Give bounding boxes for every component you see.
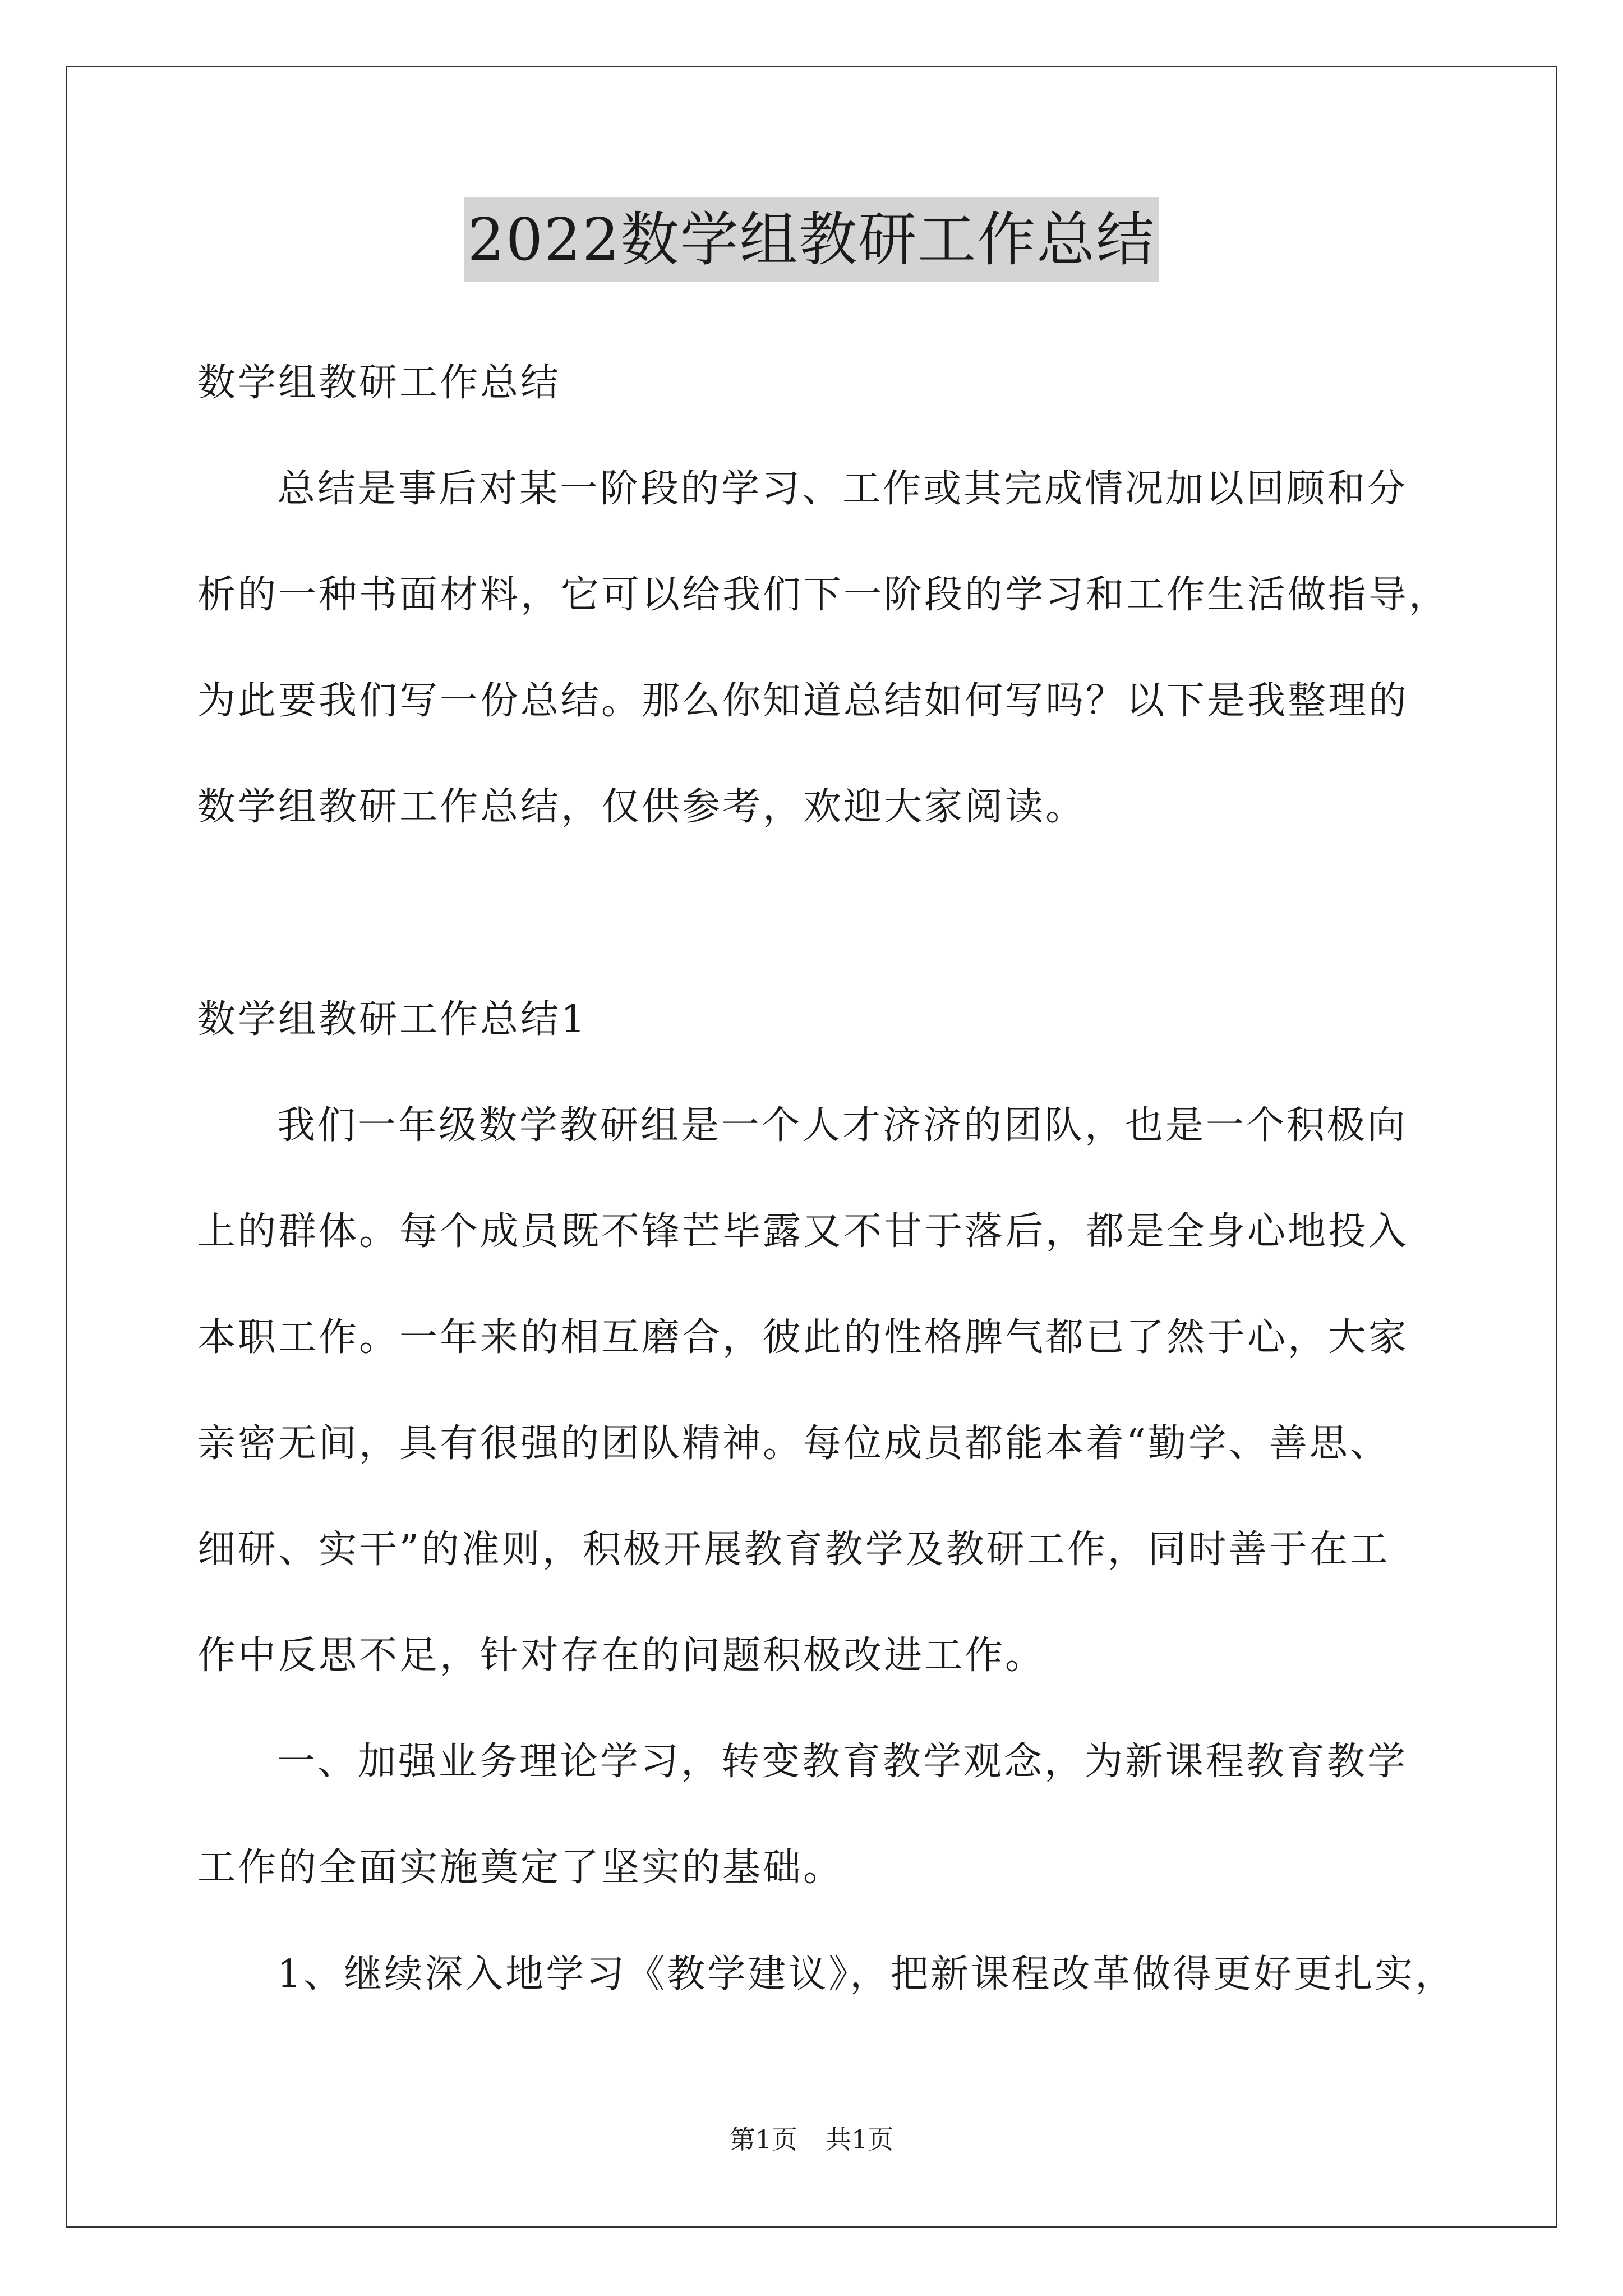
document-subtitle: 数学组教研工作总结 [197, 361, 561, 405]
intro-line-1: 总结是事后对某一阶段的学习、工作或其完成情况加以回顾和分 [277, 467, 1408, 511]
body-line-5: 细研、实干”的准则，积极开展教育教学及教研工作，同时善于在工 [197, 1527, 1390, 1572]
intro-line-2: 析的一种书面材料，它可以给我们下一阶段的学习和工作生活做指导， [197, 573, 1450, 617]
intro-line-4: 数学组教研工作总结，仅供参考，欢迎大家阅读。 [197, 785, 1086, 829]
body-line-6: 作中反思不足，针对存在的问题积极改进工作。 [197, 1634, 1046, 1678]
body-line-1: 我们一年级数学教研组是一个人才济济的团队，也是一个积极向 [277, 1103, 1408, 1148]
point-line-2: 工作的全面实施奠定了坚实的基础。 [197, 1846, 844, 1890]
body-line-2: 上的群体。每个成员既不锋芒毕露又不甘于落后，都是全身心地投入 [197, 1209, 1409, 1254]
intro-line-3: 为此要我们写一份总结。那么你知道总结如何写吗？以下是我整理的 [197, 679, 1409, 723]
item-line-1: 1、继续深入地学习《教学建议》，把新课程改革做得更好更扎实， [277, 1952, 1456, 1996]
title-wrap [0, 197, 1623, 282]
page-footer [0, 2123, 1623, 2156]
document-title: 2022数学组教研工作总结 [464, 197, 1159, 282]
point-line-1: 一、加强业务理论学习，转变教育教学观念，为新课程教育教学 [277, 1740, 1408, 1784]
body-line-4: 亲密无间，具有很强的团队精神。每位成员都能本着“勤学、善思、 [197, 1421, 1390, 1466]
page-total: 共1页 [826, 2124, 894, 2155]
section-heading: 数学组教研工作总结1 [197, 997, 588, 1042]
body-line-3: 本职工作。一年来的相互磨合，彼此的性格脾气都已了然于心，大家 [197, 1315, 1409, 1360]
page-number: 第1页 [729, 2124, 797, 2155]
